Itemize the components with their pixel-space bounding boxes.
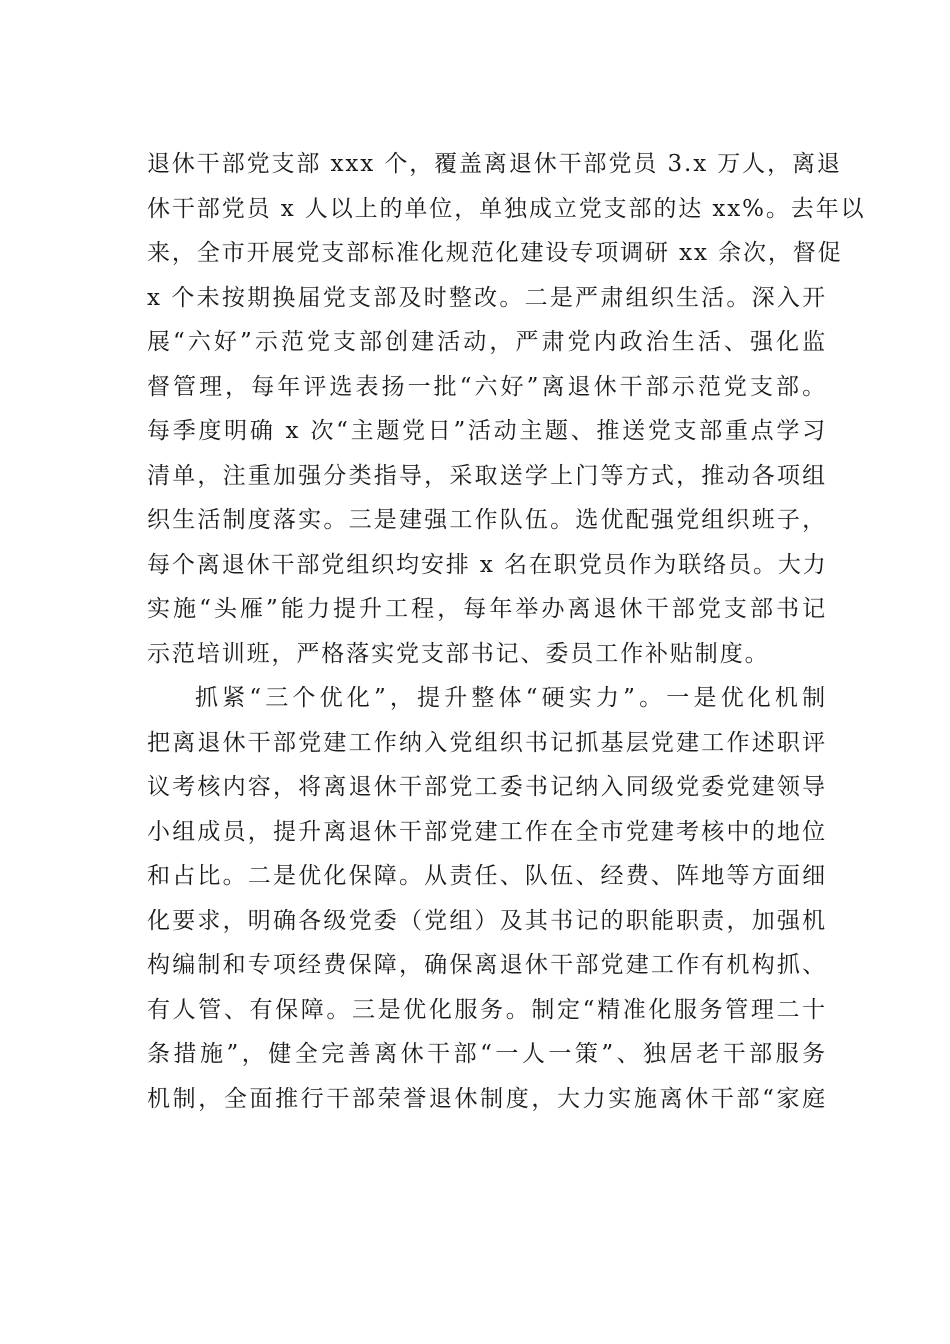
paragraph-heading-line: 抓紧“三个优化”，提升整体“硬实力”。一是优化机制 [195,685,827,711]
text-line: 把离退休干部党建工作纳入党组织书记抓基层党建工作述职评 [147,729,827,756]
text-line: x 个未按期换届党支部及时整改。二是严肃组织生活。深入开 [147,284,827,311]
text-line: 清单，注重加强分类指导，采取送学上门等方式，推动各项组 [147,462,827,489]
text-line: 化要求，明确各级党委（党组）及其书记的职能职责，加强机 [147,907,827,934]
text-line: 条措施”，健全完善离休干部“一人一策”、独居老干部服务 [147,1041,827,1067]
body-text [147,142,866,1121]
text-line: 休干部党员 x 人以上的单位，单独成立党支部的达 xx%。去年以 [147,195,866,222]
text-line: 每个离退休干部党组织均安排 x 名在职党员作为联络员。大力 [147,551,828,578]
text-line: 织生活制度落实。三是建强工作队伍。选优配强党组织班子， [147,507,827,533]
text-line: 督管理，每年评选表扬一批“六好”离退休干部示范党支部。 [147,373,827,400]
text-line: 退休干部党支部 xxx 个，覆盖离退休干部党员 3.x 万人，离退 [147,151,842,177]
text-line: 有人管、有保障。三是优化服务。制定“精准化服务管理二十 [147,996,827,1023]
text-line: 展“六好”示范党支部创建活动，严肃党内政治生活、强化监 [147,329,827,355]
text-line: 构编制和专项经费保障，确保离退休干部党建工作有机构抓、 [147,952,827,978]
text-line: 机制，全面推行干部荣誉退休制度，大力实施离休干部“家庭 [147,1085,827,1112]
text-line: 和占比。二是优化保障。从责任、队伍、经费、阵地等方面细 [147,863,827,889]
text-line: 实施“头雁”能力提升工程，每年举办离退休干部党支部书记 [147,596,827,622]
text-line: 议考核内容，将离退休干部党工委书记纳入同级党委党建领导 [147,774,827,800]
text-line: 小组成员，提升离退休干部党建工作在全市党建考核中的地位 [147,818,827,845]
text-line: 示范培训班，严格落实党支部书记、委员工作补贴制度。 [147,640,770,667]
text-line: 每季度明确 x 次“主题党日”活动主题、推送党支部重点学习 [147,418,827,444]
text-line: 来，全市开展党支部标准化规范化建设专项调研 xx 余次，督促 [147,240,843,266]
